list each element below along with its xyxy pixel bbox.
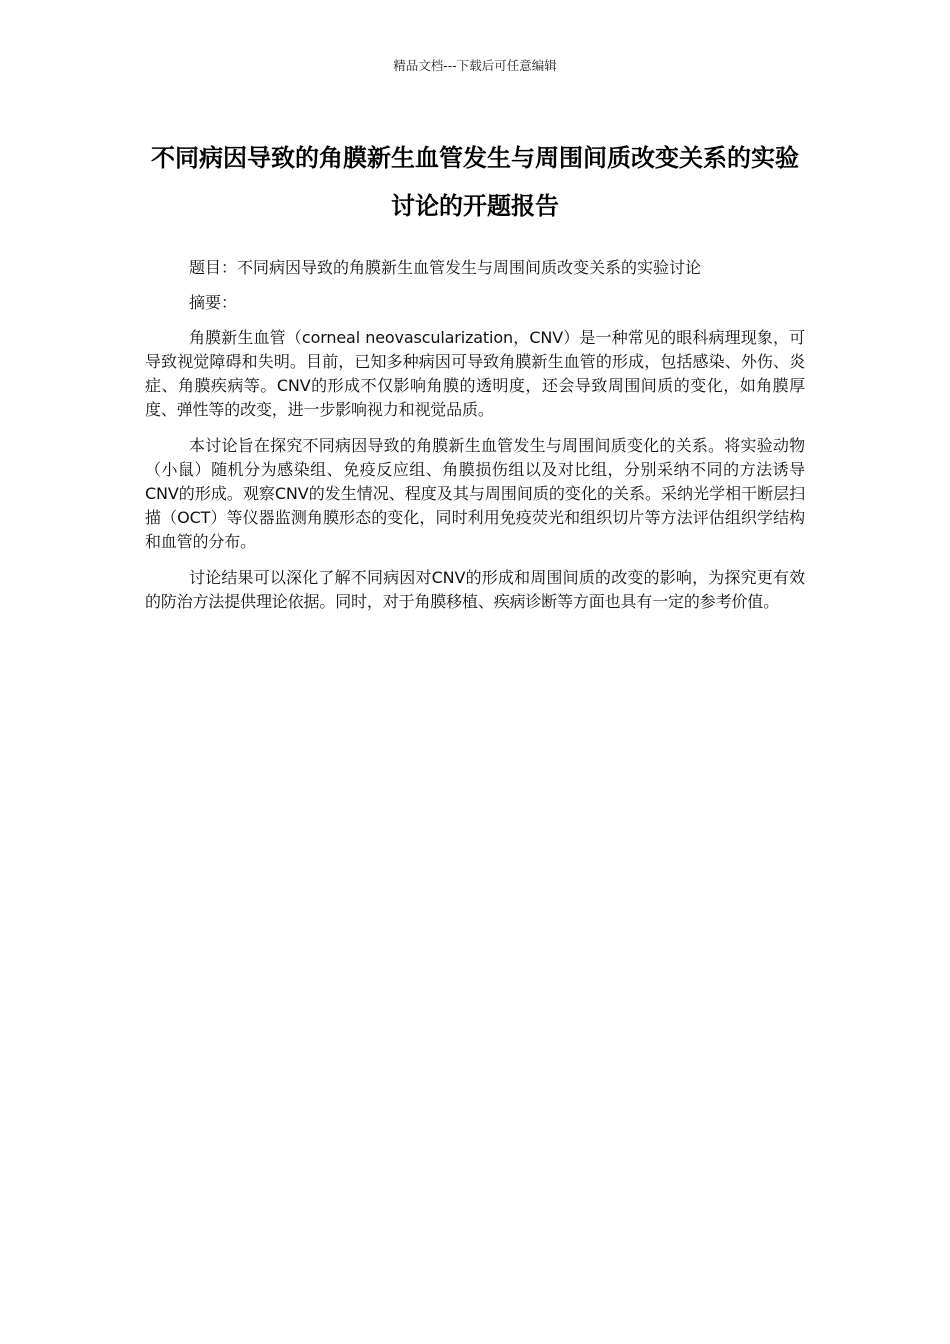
paragraph-methods: 本讨论旨在探究不同病因导致的角膜新生血管发生与周围间质变化的关系。将实验动物（小鼠）随机分为感染组、免疫反应组、角膜损伤组以及对比组，分别采纳不同的方法诱导CNV的形成。观察CNV的发生情况、程度及其与周围间质的变化的关系。采纳光学相干断层扫描（OCT）等仪器监测角膜形态的变化，同时利用免疫荧光和组织切片等方法评估组织学结构和血管的分布。: [145, 436, 805, 551]
abstract-label: 摘要：: [189, 293, 238, 312]
subject-line: 题目：不同病因导致的角膜新生血管发生与周围间质改变关系的实验讨论: [189, 258, 702, 277]
document-body: [145, 256, 805, 626]
paragraph-background: 角膜新生血管（corneal neovascularization，CNV）是一种常见的眼科病理现象，可导致视觉障碍和失明。目前，已知多种病因可导致角膜新生血管的形成，包括感染、外伤、炎症、角膜疾病等。CNV的形成不仅影响角膜的透明度，还会导致周围间质的变化，如角膜厚度、弹性等的改变，进一步影响视力和视觉品质。: [145, 328, 805, 419]
paragraph-significance: 讨论结果可以深化了解不同病因对CNV的形成和周围间质的改变的影响，为探究更有效的防治方法提供理论依据。同时，对于角膜移植、疾病诊断等方面也具有一定的参考价值。: [145, 568, 805, 611]
running-header: 精品文档---下载后可任意编辑: [393, 58, 557, 73]
document-title: 不同病因导致的角膜新生血管发生与周围间质改变关系的实验讨论的开题报告: [151, 144, 799, 220]
